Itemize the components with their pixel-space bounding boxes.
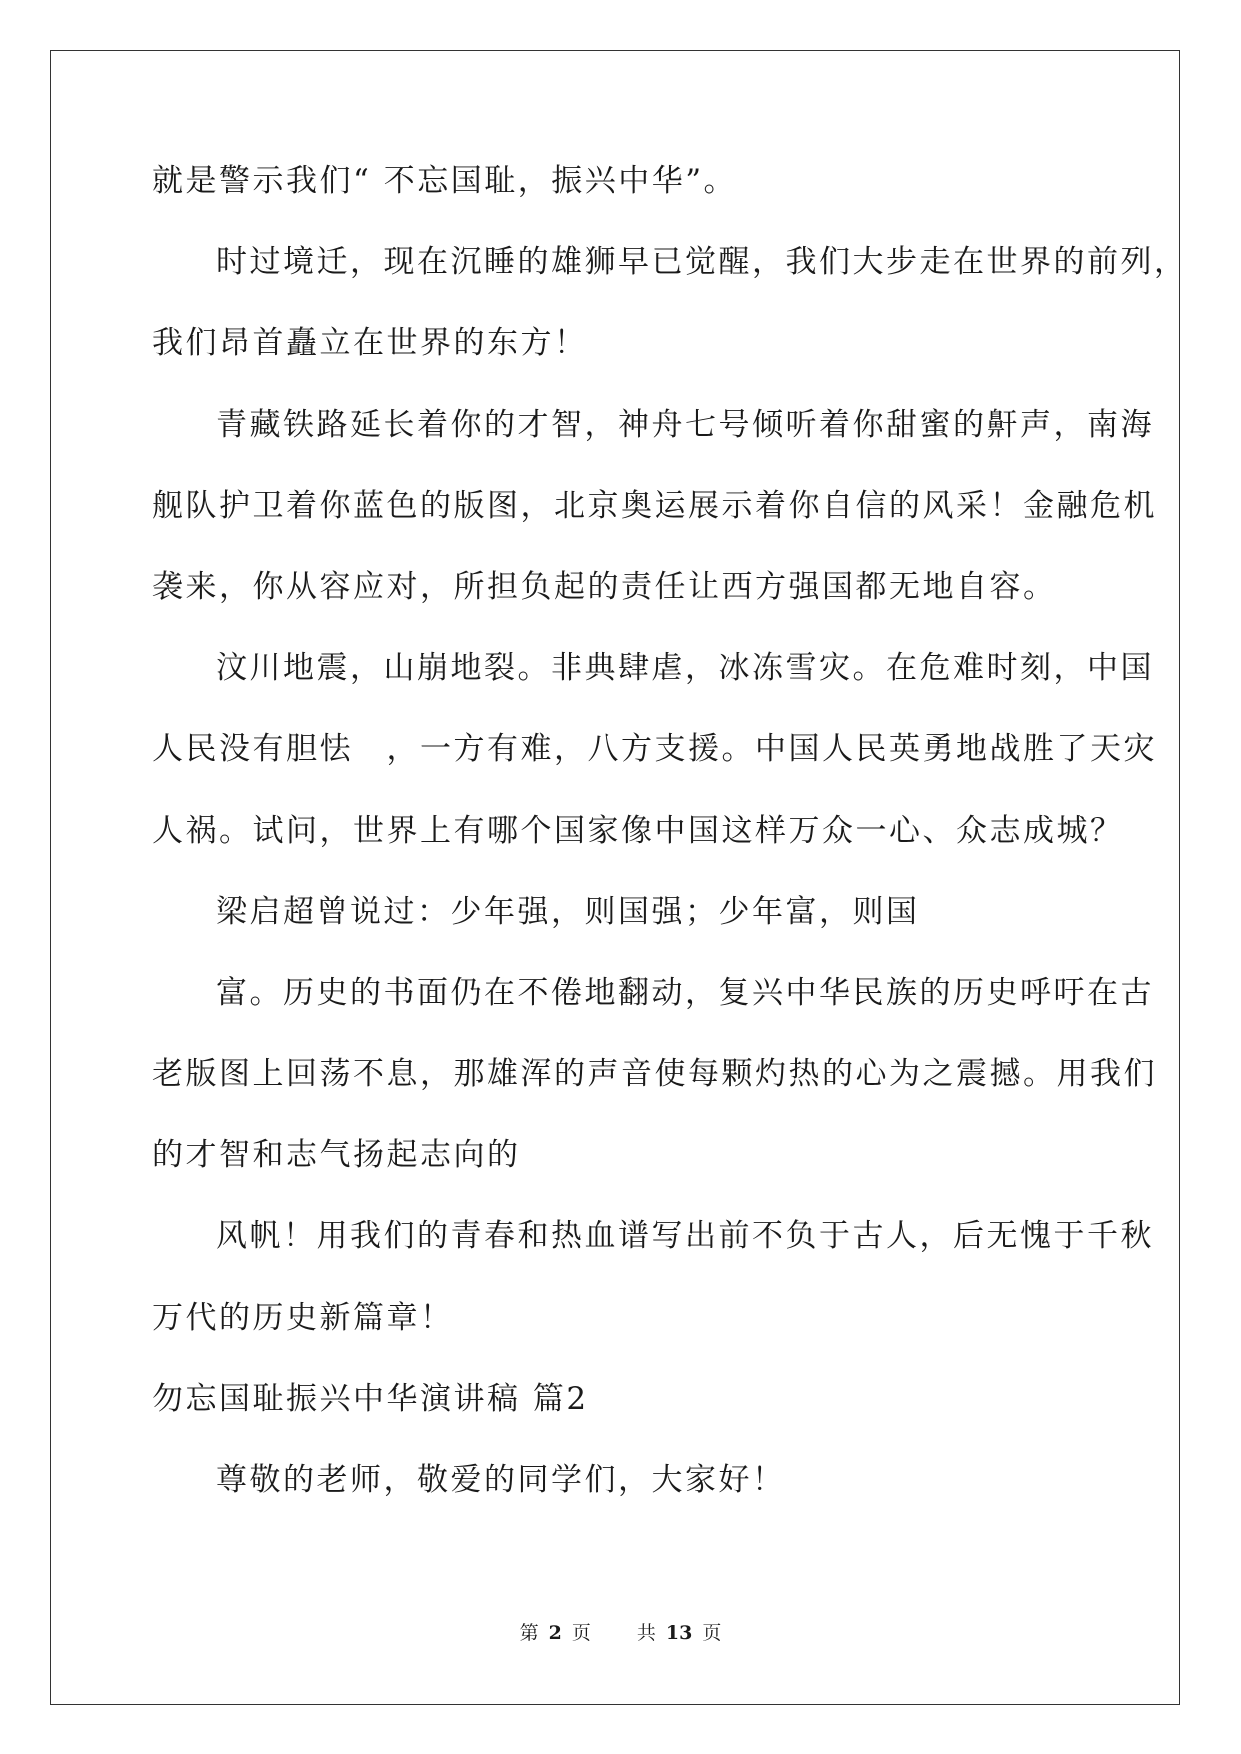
page-total (627, 1618, 731, 1645)
text-line: 就是警示我们“ 不忘国耻，振兴中华”。 (152, 163, 738, 199)
paragraph-line: 风帆！用我们的青春和热血谱写出前不负于古人，后无愧于千秋 (216, 1218, 1154, 1255)
paragraph-line: 青藏铁路延长着你的才智，神舟七号倾听着你甜蜜的鼾声，南海 (216, 406, 1154, 443)
section-heading: 勿忘国耻振兴中华演讲稿 篇2 (152, 1380, 589, 1417)
page-prefix: 第 (519, 1622, 539, 1644)
total-suffix: 页 (702, 1622, 722, 1644)
text-line: 我们昂首矗立在世界的东方！ (152, 325, 588, 362)
total-prefix: 共 (636, 1622, 656, 1644)
document-body (152, 163, 1188, 1543)
page-suffix: 页 (571, 1622, 591, 1644)
text-line: 人民没有胆怯 ，一方有难，八方支援。中国人民英勇地战胜了天灾 (152, 731, 1157, 768)
paragraph-line: 时过境迁，现在沉睡的雄狮早已觉醒，我们大步走在世界的前列， (216, 244, 1188, 281)
page-footer (0, 1618, 1241, 1645)
page-number (510, 1618, 601, 1645)
text-line: 袭来，你从容应对，所担负起的责任让西方强国都无地自容。 (152, 568, 1057, 605)
total-count: 13 (665, 1622, 693, 1644)
paragraph-line: 汶川地震，山崩地裂。非典肆虐，冰冻雪灾。在危难时刻，中国 (216, 650, 1154, 687)
text-line: 老版图上回荡不息，那雄浑的声音使每颗灼热的心为之震撼。用我们 (152, 1056, 1157, 1093)
paragraph-line: 尊敬的老师，敬爱的同学们，大家好！ (216, 1462, 786, 1498)
paragraph-line: 梁启超曾说过：少年强，则国强；少年富，则国 (216, 893, 920, 930)
text-line: 万代的历史新篇章！ (152, 1299, 454, 1336)
text-line: 舰队护卫着你蓝色的版图，北京奥运展示着你自信的风采！金融危机 (152, 487, 1157, 524)
text-line: 人祸。试问，世界上有哪个国家像中国这样万众一心、众志成城？ (152, 812, 1124, 849)
page-current: 2 (548, 1622, 562, 1644)
paragraph-line: 富。历史的书面仍在不倦地翻动，复兴中华民族的历史呼吁在古 (216, 974, 1154, 1011)
text-line: 的才智和志气扬起志向的 (152, 1137, 521, 1174)
